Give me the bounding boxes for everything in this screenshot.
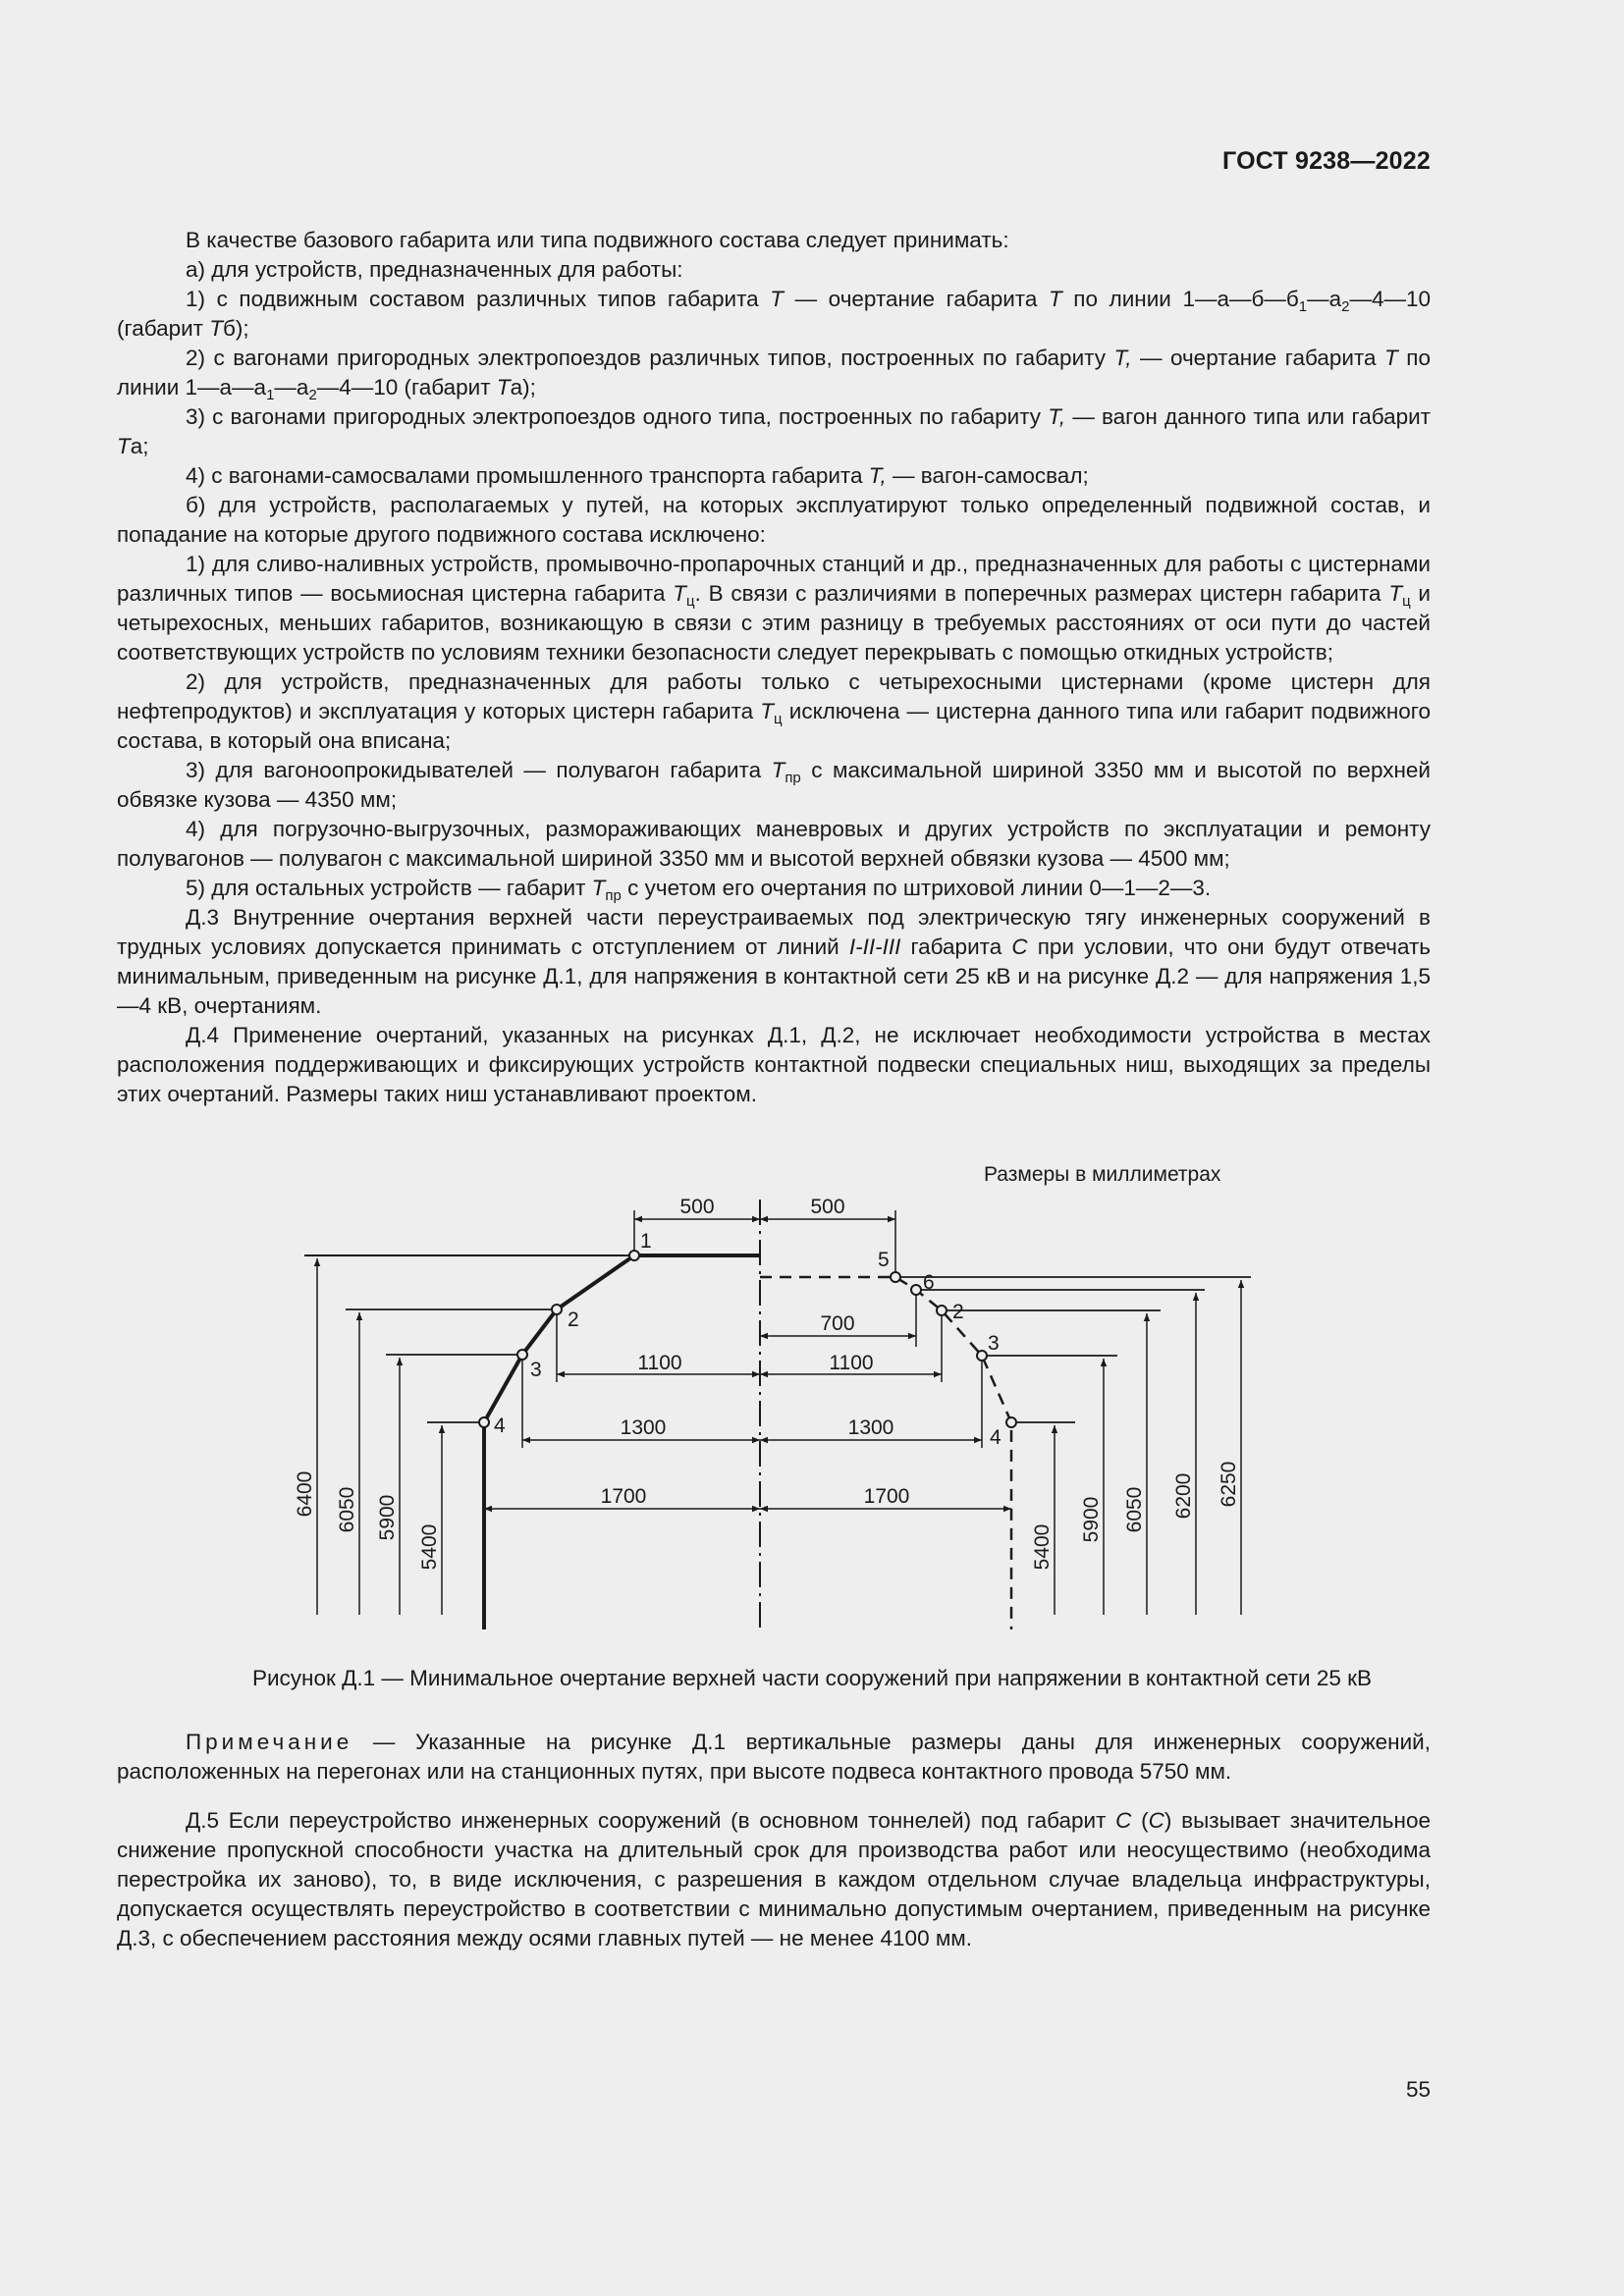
point-label-right-5: 5: [878, 1249, 890, 1271]
units-label: Размеры в миллиметрах: [984, 1163, 1221, 1186]
dim-500-left: 500: [679, 1196, 715, 1218]
paragraph: 1) для сливо-наливных устройств, промывочно-пропарочных станций и др., предназначенных для работы с цистернами различных типов — восьмиосная цистерна габарита $Т_ц$. В связи с различиями в поперечных размерах цистерн габарита $Т_ц$ и четырехосных, меньших габаритов, возникающую в связи с этим разницу в требуемых расстояниях от оси пути до частей соответствующих устройств по условиям техники безопасности следует перекрывать с помощью откидных устройств;: [117, 552, 1431, 665]
paragraph: 5) для остальных устройств — габарит $Т_{пр}$ с учетом его очертания по штриховой линии 0—1—2—3.: [186, 876, 1212, 904]
height-6250: 6250: [1218, 1461, 1240, 1508]
paragraph: 4) с вагонами-самосвалами промышленного транспорта габарита Т, — вагон-самосвал;: [186, 463, 1089, 488]
paragraph: а) для устройств, предназначенных для работы:: [186, 257, 683, 282]
paragraph: Д.5 Если переустройство инженерных сооружений (в основном тоннелей) под габарит С (С) вызывает значительное снижение пропускной способности участка на длительный срок для производства работ или неосуществимо (необходима перестройка их заново), то, в виде исключения, с разрешения в каждом отдельном случае владельца инфраструктуры, допускается осуществлять переустройство в соответствии с минимально допустимым очертанием, приведенным на рисунке Д.3, с обеспечением расстояния между осями главных путей — не менее 4100 мм.: [117, 1808, 1431, 1950]
point-label-left-2: 2: [568, 1308, 579, 1331]
height-6050-right: 6050: [1123, 1486, 1146, 1533]
right-outline: [760, 1277, 1011, 1629]
height-5900-left: 5900: [376, 1494, 399, 1541]
figure-caption: Рисунок Д.1 — Минимальное очертание верхней части сооружений при напряжении в контактной сети 25 кВ: [251, 1666, 1373, 1690]
paragraph: Д.4 Применение очертаний, указанных на рисунках Д.1, Д.2, не исключает необходимости устройства в местах расположения поддерживающих и фиксирующих устройств контактной подвески специальных ниш, выходящих за пределы этих очертаний. Размеры таких ниш устанавливают проектом.: [117, 1023, 1431, 1106]
dim-1700-right: 1700: [863, 1485, 910, 1508]
height-5400-right: 5400: [1031, 1523, 1054, 1571]
height-6400: 6400: [294, 1470, 316, 1518]
note-block: [117, 1728, 1431, 1787]
point-label-right-4: 4: [990, 1426, 1001, 1449]
note-label: Примечание: [186, 1730, 353, 1754]
dim-500-right: 500: [810, 1196, 845, 1218]
paragraph: 2) для устройств, предназначенных для работы только с четырехосными цистернами (кроме цистерн для нефтепродуктов) и эксплуатация у которых цистерн габарита $Т_ц$ исключена — цистерна данного типа или габарит подвижного состава, в который она вписана;: [117, 669, 1432, 753]
paragraph: 3) с вагонами пригородных электропоездов одного типа, построенных по габариту Т, — вагон данного типа или габарит Та;: [117, 404, 1431, 458]
dim-1300-left: 1300: [620, 1416, 667, 1439]
left-outline: [484, 1255, 760, 1629]
body-text-bottom: [117, 1806, 1431, 1953]
height-5900-right: 5900: [1080, 1496, 1103, 1543]
paragraph: 2) с вагонами пригородных электропоездов различных типов, построенных по габариту Т, — очертание габарита Т по линии $1—а—а_1—а_2—4—10$ (габарит Та);: [117, 346, 1431, 403]
paragraph: В качестве базового габарита или типа подвижного состава следует принимать:: [186, 228, 1009, 252]
page-number: 55: [1405, 2077, 1431, 2102]
point-label-right-2: 2: [952, 1301, 964, 1323]
paragraph: 4) для погрузочно-выгрузочных, размораживающих маневровых и других устройств по эксплуатации и ремонту полувагонов — полувагон с максимальной шириной 3350 мм и высотой верхней обвязки кузова — 4500 мм;: [117, 817, 1431, 871]
paragraph: 1) с подвижным составом различных типов габарита Т — очертание габарита Т по линии $1—а—б—б_1—а_2—4—10$ (габарит Тб);: [117, 287, 1431, 341]
point-label-left-3: 3: [530, 1359, 542, 1381]
dim-1300-right: 1300: [847, 1416, 894, 1439]
note-text: — Указанные на рисунке Д.1 вертикальные размеры даны для инженерных сооружений, расположенных на перегонах или на станционных путях, при высоте подвеса контактного провода 5750 мм.: [117, 1730, 1431, 1784]
height-6200: 6200: [1172, 1472, 1195, 1520]
dim-700: 700: [820, 1312, 855, 1335]
height-5400-left: 5400: [418, 1523, 441, 1571]
body-text-top: [117, 226, 1431, 1109]
point-label-left-4: 4: [494, 1415, 506, 1437]
point-label-left-1: 1: [640, 1230, 652, 1253]
dim-1100-left: 1100: [637, 1352, 682, 1374]
paragraph: 3) для вагоноопрокидывателей — полувагон габарита $Т_{пр}$ с максимальной шириной 3350 мм и высотой по верхней обвязке кузова — 4350 мм;: [117, 758, 1431, 812]
document-header: ГОСТ 9238—2022: [1222, 147, 1431, 175]
paragraph: б) для устройств, располагаемых у путей, на которых эксплуатируют только определенный подвижной состав, и попадание на которые другого подвижного состава исключено:: [117, 493, 1431, 547]
point-label-right-3: 3: [988, 1332, 1000, 1355]
dim-1700-left: 1700: [600, 1485, 647, 1508]
point-label-right-6: 6: [923, 1271, 935, 1294]
dim-1100-right: 1100: [829, 1352, 874, 1374]
height-6050-left: 6050: [336, 1486, 358, 1533]
paragraph: Д.3 Внутренние очертания верхней части переустраиваемых под электрическую тягу инженерных сооружений в трудных условиях допускается принимать с отступлением от линий I-II-III габарита С при условии, что они будут отвечать минимальным, приведенным на рисунке Д.1, для напряжения в контактной сети 25 кВ и на рисунке Д.2 — для напряжения 1,5—4 кВ, очертаниям.: [117, 905, 1431, 1018]
